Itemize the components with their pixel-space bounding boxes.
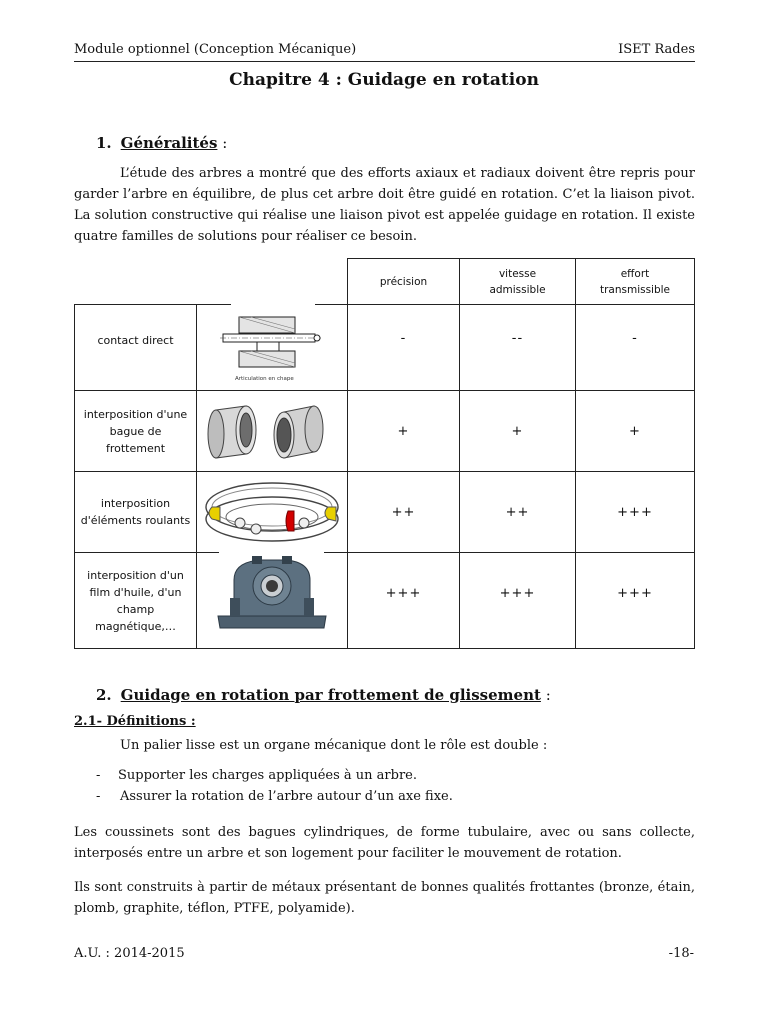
col-header-precision: précision [379, 275, 428, 288]
page-footer [74, 946, 694, 961]
bullet-item: - Assurer la rotation de l’arbre autour d’un axe fixe. [96, 789, 453, 804]
r2-load: + [629, 423, 641, 439]
row-label-oil-film: interposition d'un film d'huile, d'un champ magnétique,… [87, 568, 184, 633]
definition-intro: Un palier lisse est un organe mécanique dont le rôle est double : [120, 738, 548, 753]
r3-precision: ++ [391, 504, 416, 520]
r2-speed: + [511, 423, 524, 439]
section-1-title: Généralités [120, 134, 218, 152]
academic-year: A.U. : 2014-2015 [74, 946, 185, 961]
section-1-number: 1. [96, 134, 112, 152]
col-header-load: effort transmissible [599, 267, 671, 296]
row-label-direct-contact: contact direct [97, 334, 174, 347]
bullet-text: Assurer la rotation de l’arbre autour d’un axe fixe. [120, 789, 453, 804]
bushings-image [197, 391, 347, 471]
bushings-paragraph: Les coussinets sont des bagues cylindriques, de forme tubulaire, avec ou sans collecte, interposés entre un arbre et son logement pour faciliter le mouvement de rotation. [74, 825, 695, 861]
clevis-joint-image [197, 305, 347, 390]
col-header-speed: vitesse admissible [489, 267, 546, 296]
page-number: -18- [668, 946, 694, 961]
bullet-text: Supporter les charges appliquées à un arbre. [118, 768, 417, 783]
r4-precision: +++ [385, 585, 422, 601]
r1-precision: - [400, 331, 407, 346]
r1-speed: -- [511, 331, 524, 346]
header-institution: ISET Rades [618, 42, 695, 57]
header-module: Module optionnel (Conception Mécanique) [74, 42, 357, 57]
row-label-bushing: interposition d'une bague de frottement [83, 407, 188, 455]
section-1-colon: : [217, 134, 228, 152]
bullet-item: - Supporter les charges appliquées à un arbre. [96, 768, 417, 783]
section-2-heading [96, 686, 551, 704]
r2-precision: + [397, 423, 410, 439]
section-2-title: Guidage en rotation par frottement de glissement [120, 686, 541, 704]
r3-load: +++ [617, 504, 653, 520]
section-2-colon: : [540, 686, 551, 704]
clevis-caption: Articulation en chape [235, 375, 294, 382]
section-2-number: 2. [96, 686, 112, 704]
row-label-rolling: interposition d'éléments roulants [80, 497, 191, 527]
plummer-block-image [197, 553, 347, 648]
r1-load: - [632, 331, 638, 346]
section-1-heading [96, 134, 227, 152]
r3-speed: ++ [505, 504, 530, 520]
materials-paragraph: Ils sont construits à partir de métaux présentant de bonnes qualités frottantes (bronze, étain, plomb, graphite, téflon, PTFE, polyamide). [74, 880, 695, 916]
page-header [74, 42, 695, 62]
chapter-title: Chapitre 4 : Guidage en rotation [229, 70, 539, 90]
rolling-bearing-image [197, 472, 347, 552]
subsection-2-1-heading: 2.1- Définitions : [74, 714, 196, 729]
r4-speed: +++ [499, 585, 536, 601]
r4-load: +++ [617, 585, 653, 601]
section-1-paragraph: L’étude des arbres a montré que des efforts axiaux et radiaux doivent être repris pour garder l’arbre en équilibre, de plus cet arbre doit être guidé en rotation. C’et la liaison pivot. La solution constructive qui réalise une liaison pivot est appelée guidage en rotation. Il existe quatre familles de solutions pour réaliser ce besoin. [74, 166, 695, 244]
guidance-comparison-table [74, 258, 695, 649]
